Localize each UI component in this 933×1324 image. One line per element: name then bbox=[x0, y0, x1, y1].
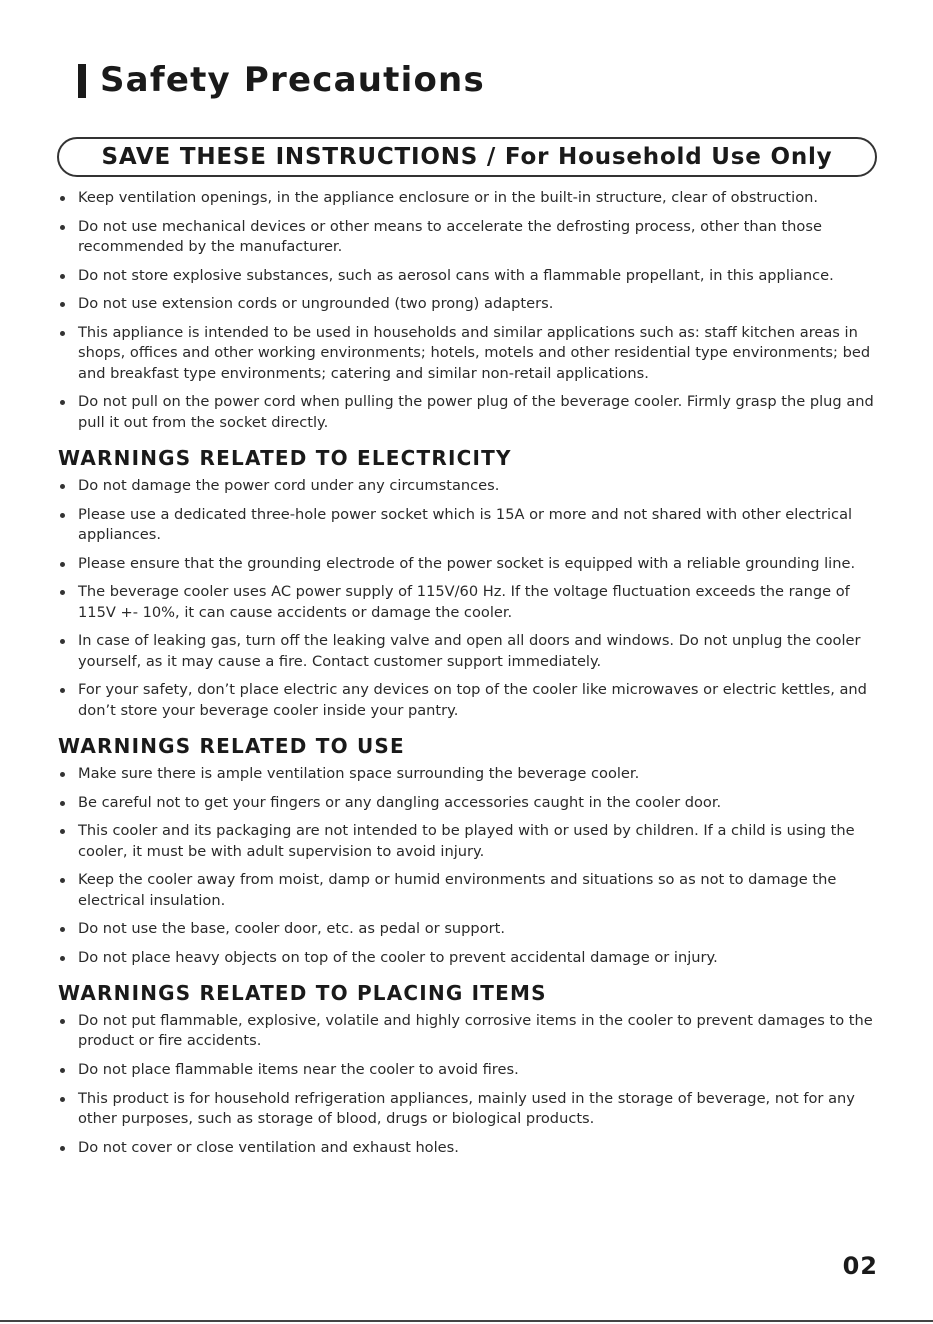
bullet-icon bbox=[60, 1146, 65, 1151]
list-item bbox=[58, 870, 876, 911]
list-item bbox=[58, 505, 876, 546]
bullet-icon bbox=[60, 927, 65, 932]
precaution-list bbox=[58, 188, 876, 433]
list-item bbox=[58, 1089, 876, 1130]
list-item-text: Do not use the base, cooler door, etc. as pedal or support. bbox=[78, 920, 505, 938]
list-item-text: Do not place heavy objects on top of the cooler to prevent accidental damage or injury. bbox=[78, 948, 718, 966]
list-item bbox=[58, 217, 876, 258]
page-number: 02 bbox=[842, 1252, 878, 1280]
bullet-icon bbox=[60, 956, 65, 961]
list-item-text: Do not cover or close ventilation and exhaust holes. bbox=[78, 1138, 459, 1156]
list-item-text: The beverage cooler uses AC power supply of 115V/60 Hz. If the voltage fluctuation exceeds the range of 115V +- 10%, it can cause accidents or damage the cooler. bbox=[78, 583, 850, 621]
list-item bbox=[58, 1011, 876, 1052]
list-item bbox=[58, 821, 876, 862]
bullet-icon bbox=[60, 878, 65, 883]
bullet-icon bbox=[60, 274, 65, 279]
bullet-icon bbox=[60, 484, 65, 489]
section-heading: WARNINGS RELATED TO PLACING ITEMS bbox=[58, 981, 547, 1006]
list-item-text: Do not use mechanical devices or other means to accelerate the defrosting process, other than those recommended by the manufacturer. bbox=[78, 217, 822, 255]
bullet-icon bbox=[60, 225, 65, 230]
list-item bbox=[58, 948, 876, 968]
list-item bbox=[58, 323, 876, 384]
bullet-icon bbox=[60, 513, 65, 518]
list-item-text: Do not damage the power cord under any circumstances. bbox=[78, 476, 500, 494]
list-item bbox=[58, 1138, 876, 1158]
list-item bbox=[58, 764, 876, 784]
list-item-text: Please use a dedicated three-hole power socket which is 15A or more and not shared with other electrical appliances. bbox=[78, 505, 853, 543]
instructions-banner bbox=[57, 137, 877, 177]
bullet-icon bbox=[60, 302, 65, 307]
list-item-text: Do not store explosive substances, such as aerosol cans with a flammable propellant, in this appliance. bbox=[78, 266, 834, 284]
bottom-divider bbox=[0, 1320, 933, 1322]
list-item-text: Keep the cooler away from moist, damp or humid environments and situations so as not to damage the electrical insulation. bbox=[78, 871, 837, 909]
list-item-text: Do not put flammable, explosive, volatile and highly corrosive items in the cooler to prevent damages to the product or fire accidents. bbox=[78, 1012, 873, 1050]
precaution-list bbox=[58, 476, 876, 721]
section-heading: WARNINGS RELATED TO ELECTRICITY bbox=[58, 445, 512, 470]
list-item bbox=[58, 582, 876, 623]
bullet-icon bbox=[60, 772, 65, 777]
section-heading: WARNINGS RELATED TO USE bbox=[58, 733, 405, 758]
bullet-icon bbox=[60, 801, 65, 806]
list-item bbox=[58, 188, 876, 208]
page-title: Safety Precautions bbox=[100, 60, 485, 100]
bullet-icon bbox=[60, 1097, 65, 1102]
list-item bbox=[58, 680, 876, 721]
bullet-icon bbox=[60, 331, 65, 336]
title-accent-bar bbox=[78, 64, 86, 98]
bullet-icon bbox=[60, 1068, 65, 1073]
list-item-text: Do not use extension cords or ungrounded (two prong) adapters. bbox=[78, 295, 554, 313]
precautions-content bbox=[58, 188, 876, 1167]
banner-text: SAVE THESE INSTRUCTIONS / For Household Use Only bbox=[101, 144, 833, 170]
page-header bbox=[78, 60, 485, 100]
bullet-icon bbox=[60, 400, 65, 405]
list-item-text: Be careful not to get your fingers or any dangling accessories caught in the cooler door. bbox=[78, 793, 722, 811]
list-item-text: Please ensure that the grounding electrode of the power socket is equipped with a reliable grounding line. bbox=[78, 554, 856, 572]
list-item bbox=[58, 294, 876, 314]
list-item bbox=[58, 554, 876, 574]
list-item-text: Make sure there is ample ventilation space surrounding the beverage cooler. bbox=[78, 764, 640, 782]
precaution-list bbox=[58, 1011, 876, 1158]
bullet-icon bbox=[60, 1019, 65, 1024]
list-item-text: In case of leaking gas, turn off the leaking valve and open all doors and windows. Do not unplug the cooler yourself, as it may cause a fire. Contact customer support immediately. bbox=[78, 632, 861, 670]
precaution-list bbox=[58, 764, 876, 968]
list-item bbox=[58, 266, 876, 286]
list-item-text: Do not place flammable items near the cooler to avoid fires. bbox=[78, 1061, 519, 1079]
bullet-icon bbox=[60, 688, 65, 693]
list-item bbox=[58, 919, 876, 939]
list-item bbox=[58, 631, 876, 672]
list-item bbox=[58, 793, 876, 813]
bullet-icon bbox=[60, 639, 65, 644]
list-item bbox=[58, 1060, 876, 1080]
list-item-text: This product is for household refrigeration appliances, mainly used in the storage of beverage, not for any other purposes, such as storage of blood, drugs or biological products. bbox=[78, 1089, 855, 1128]
list-item bbox=[58, 392, 876, 433]
list-item-text: This appliance is intended to be used in households and similar applications such as: staff kitchen areas in shops, offices and other working environments; hotels, motels and other residential type environments; bed and breakfast type environments; catering and similar non-retail applications. bbox=[78, 324, 871, 382]
bullet-icon bbox=[60, 562, 65, 567]
list-item bbox=[58, 476, 876, 496]
bullet-icon bbox=[60, 590, 65, 595]
list-item-text: Keep ventilation openings, in the appliance enclosure or in the built-in structure, clear of obstruction. bbox=[78, 189, 819, 206]
list-item-text: This cooler and its packaging are not intended to be played with or used by children. If a child is using the cooler, it must be with adult supervision to avoid injury. bbox=[78, 822, 855, 860]
bullet-icon bbox=[60, 196, 65, 201]
bullet-icon bbox=[60, 829, 65, 834]
list-item-text: Do not pull on the power cord when pulling the power plug of the beverage cooler. Firmly grasp the plug and pull it out from the socket directly. bbox=[78, 393, 874, 431]
list-item-text: For your safety, don’t place electric any devices on top of the cooler like microwaves or electric kettles, and don’t store your beverage cooler inside your pantry. bbox=[78, 681, 867, 719]
